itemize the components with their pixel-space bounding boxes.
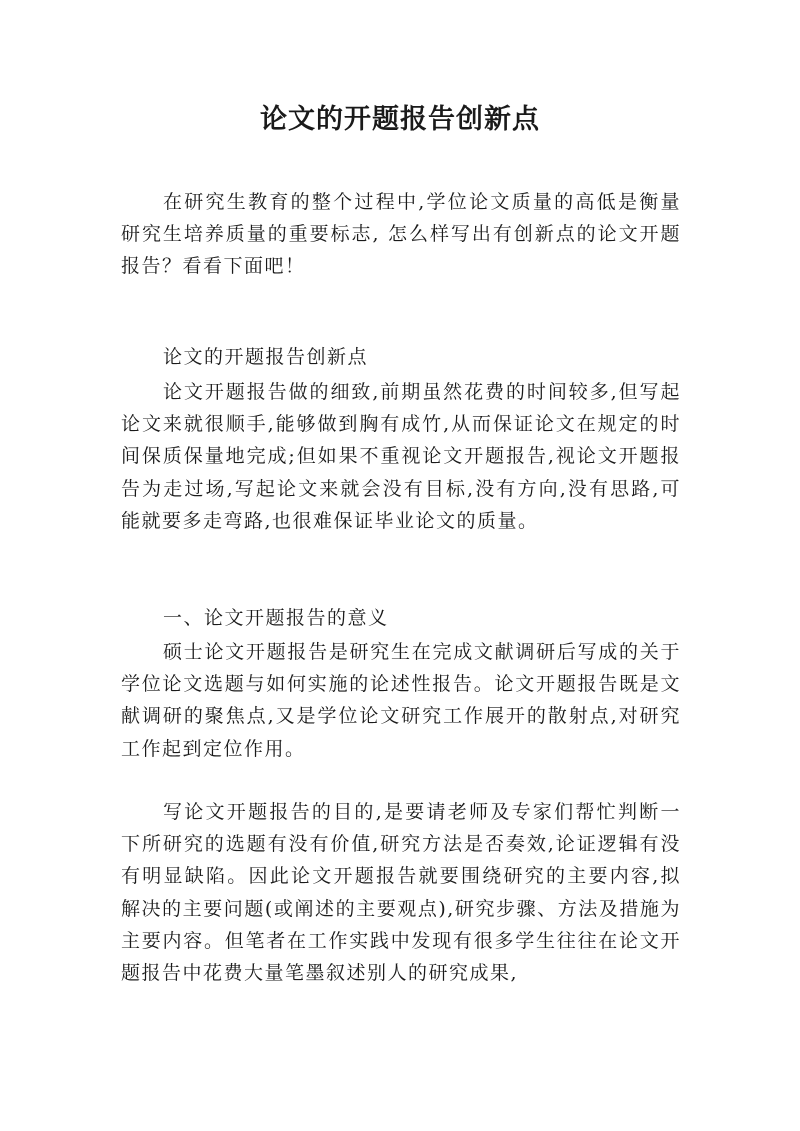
body-paragraph-2: 硕士论文开题报告是研究生在完成文献调研后写成的关于学位论文选题与如何实施的论述性报告。论文开题报告既是文献调研的聚焦点,又是学位论文研究工作展开的散射点,对研究工作起到定位作用。 xyxy=(121,641,681,760)
body-paragraph-1: 论文开题报告做的细致,前期虽然花费的时间较多,但写起论文来就很顺手,能够做到胸有成竹,从而保证论文在规定的时间保质保量地完成;但如果不重视论文开题报告,视论文开题报告为走过场,写起论文来就会没有目标,没有方向,没有思路,可能就要多走弯路,也很难保证毕业论文的质量。 xyxy=(121,381,681,532)
body-paragraph-3: 写论文开题报告的目的,是要请老师及专家们帮忙判断一下所研究的选题有没有价值,研究方法是否奏效,论证逻辑有没有明显缺陷。因此论文开题报告就要围绕研究的主要内容,拟解决的主要问题(或阐述的主要观点),研究步骤、方法及措施为主要内容。但笔者在工作实践中发现有很多学生往往在论文开题报告中花费大量笔墨叙述别人的研究成果, xyxy=(121,801,681,985)
intro-paragraph: 在研究生教育的整个过程中,学位论文质量的高低是衡量研究生培养质量的重要标志, 怎么样写出有创新点的论文开题报告？看看下面吧！ xyxy=(121,191,681,278)
subsection-heading-1: 一、论文开题报告的意义 xyxy=(163,607,389,629)
document-title: 论文的开题报告创新点 xyxy=(260,104,540,135)
section-heading: 论文的开题报告创新点 xyxy=(163,346,369,368)
